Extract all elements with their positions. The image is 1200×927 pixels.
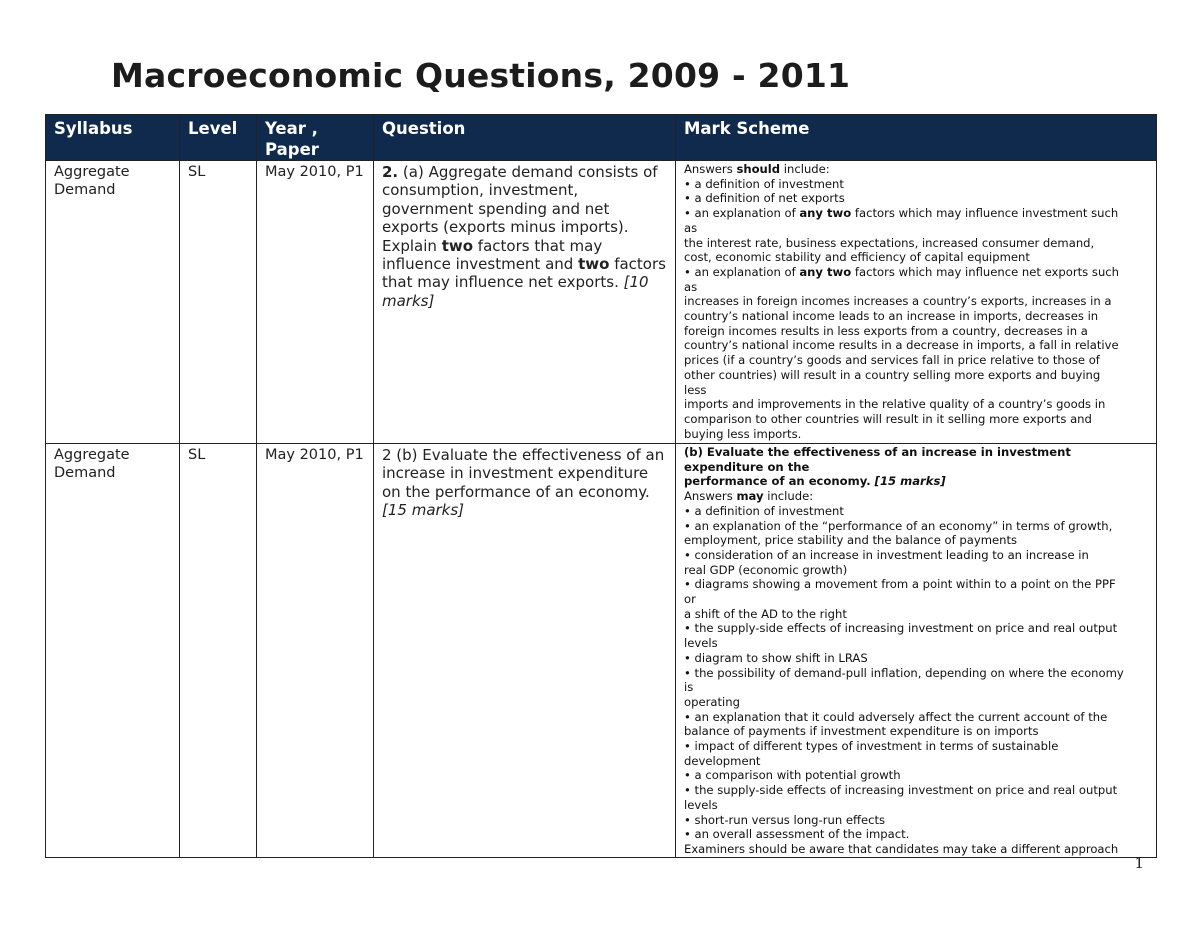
ms-line: • the supply-side effects of increasing investment on price and real output: [684, 783, 1118, 798]
ms-line: as: [684, 279, 698, 294]
ms-line: • a definition of net exports: [684, 191, 845, 206]
header-question: Question: [374, 115, 676, 161]
ms-line: as: [684, 220, 698, 235]
ms-heading: expenditure on the: [684, 459, 810, 474]
question-text: factors that may influence net exports.: [382, 255, 666, 292]
ms-line: • an overall assessment of the impact.: [684, 827, 910, 842]
header-syllabus: Syllabus: [46, 115, 180, 161]
cell-level: SL: [180, 161, 257, 444]
table-header-row: [46, 115, 1157, 161]
ms-line: balance of payments if investment expenditure is on imports: [684, 724, 1039, 739]
ms-line: levels: [684, 797, 718, 812]
ms-line: • an explanation that it could adversely affect the current account of the: [684, 709, 1108, 724]
questions-table: [45, 114, 1157, 858]
ms-line: country’s national income leads to an increase in imports, decreases in: [684, 309, 1099, 324]
ms-heading: performance of an economy. [15 marks]: [684, 474, 946, 489]
ms-line: buying less imports.: [684, 426, 802, 441]
ms-line: Answers should include:: [684, 162, 830, 176]
header-year-paper: Year , Paper: [257, 115, 374, 161]
cell-syllabus: Aggregate Demand: [46, 444, 180, 858]
question-emphasis: two: [578, 255, 610, 274]
ms-line: • a definition of investment: [684, 503, 844, 518]
ms-heading: (b) Evaluate the effectiveness of an increase in investment: [684, 445, 1071, 459]
cell-mark-scheme: [676, 444, 1157, 858]
ms-line: • short-run versus long-run effects: [684, 812, 886, 827]
table-row: [46, 444, 1157, 858]
page-number: 1: [1134, 854, 1144, 872]
header-mark-scheme: Mark Scheme: [676, 115, 1157, 161]
ms-line: country’s national income results in a decrease in imports, a fall in relative: [684, 338, 1119, 353]
ms-line: the interest rate, business expectations, increased consumer demand,: [684, 235, 1095, 250]
ms-line: a shift of the AD to the right: [684, 606, 847, 621]
ms-line: cost, economic stability and efficiency of capital equipment: [684, 250, 1030, 265]
question-emphasis: two: [441, 236, 474, 255]
cell-mark-scheme: [676, 161, 1157, 444]
cell-year-paper: May 2010, P1: [257, 444, 374, 858]
ms-line: foreign incomes results in less exports from a country, decreases in a: [684, 323, 1088, 338]
ms-line: • an explanation of any two factors which may influence net exports such: [684, 264, 1120, 279]
cell-question: [374, 444, 676, 858]
question-text: 2 (b) Evaluate the effectiveness of an increase in investment expenditure on the performance of an economy.: [382, 446, 665, 501]
cell-level: SL: [180, 444, 257, 858]
ms-line: employment, price stability and the balance of payments: [684, 533, 1018, 548]
ms-line: • consideration of an increase in investment leading to an increase in: [684, 547, 1089, 562]
question-marks: [10 marks]: [382, 273, 649, 310]
ms-line: is: [684, 680, 694, 695]
cell-question: [374, 161, 676, 444]
ms-line: • an explanation of the “performance of an economy” in terms of growth,: [684, 518, 1113, 533]
question-text: (a) Aggregate demand consists of consumption, investment, government spending and net exports (exports minus imports). Explain: [382, 163, 658, 255]
ms-line: operating: [684, 694, 740, 709]
ms-line: development: [684, 753, 761, 768]
ms-line: comparison to other countries will result in it selling more exports and: [684, 411, 1092, 426]
ms-line: real GDP (economic growth): [684, 562, 848, 577]
ms-line: or: [684, 592, 696, 607]
ms-line: • an explanation of any two factors which may influence investment such: [684, 206, 1119, 221]
ms-line: increases in foreign incomes increases a country’s exports, increases in a: [684, 294, 1112, 309]
question-number: 2.: [382, 163, 399, 181]
ms-line: imports and improvements in the relative quality of a country’s goods in: [684, 397, 1106, 412]
ms-line: less: [684, 382, 707, 397]
question-marks: [15 marks]: [382, 501, 465, 520]
ms-line: • a comparison with potential growth: [684, 768, 901, 783]
ms-line: Examiners should be aware that candidates may take a different approach: [684, 841, 1119, 856]
ms-line: levels: [684, 636, 718, 651]
header-level: Level: [180, 115, 257, 161]
ms-line: other countries) will result in a country selling more exports and buying: [684, 367, 1101, 382]
cell-year-paper: May 2010, P1: [257, 161, 374, 444]
ms-line: • diagram to show shift in LRAS: [684, 650, 868, 665]
page-title: Macroeconomic Questions, 2009 - 2011: [111, 56, 851, 95]
cell-syllabus: Aggregate Demand: [46, 161, 180, 444]
ms-line: • diagrams showing a movement from a point within to a point on the PPF: [684, 577, 1116, 592]
ms-line: Answers may include:: [684, 489, 814, 504]
ms-line: prices (if a country’s goods and services fall in price relative to those of: [684, 353, 1100, 368]
table-row: [46, 161, 1157, 444]
question-text: factors that may influence investment and: [382, 236, 603, 274]
ms-line: • impact of different types of investment in terms of sustainable: [684, 739, 1059, 754]
ms-line: • a definition of investment: [684, 176, 844, 191]
ms-line: • the possibility of demand-pull inflation, depending on where the economy: [684, 665, 1124, 680]
ms-line: • the supply-side effects of increasing investment on price and real output: [684, 621, 1118, 636]
